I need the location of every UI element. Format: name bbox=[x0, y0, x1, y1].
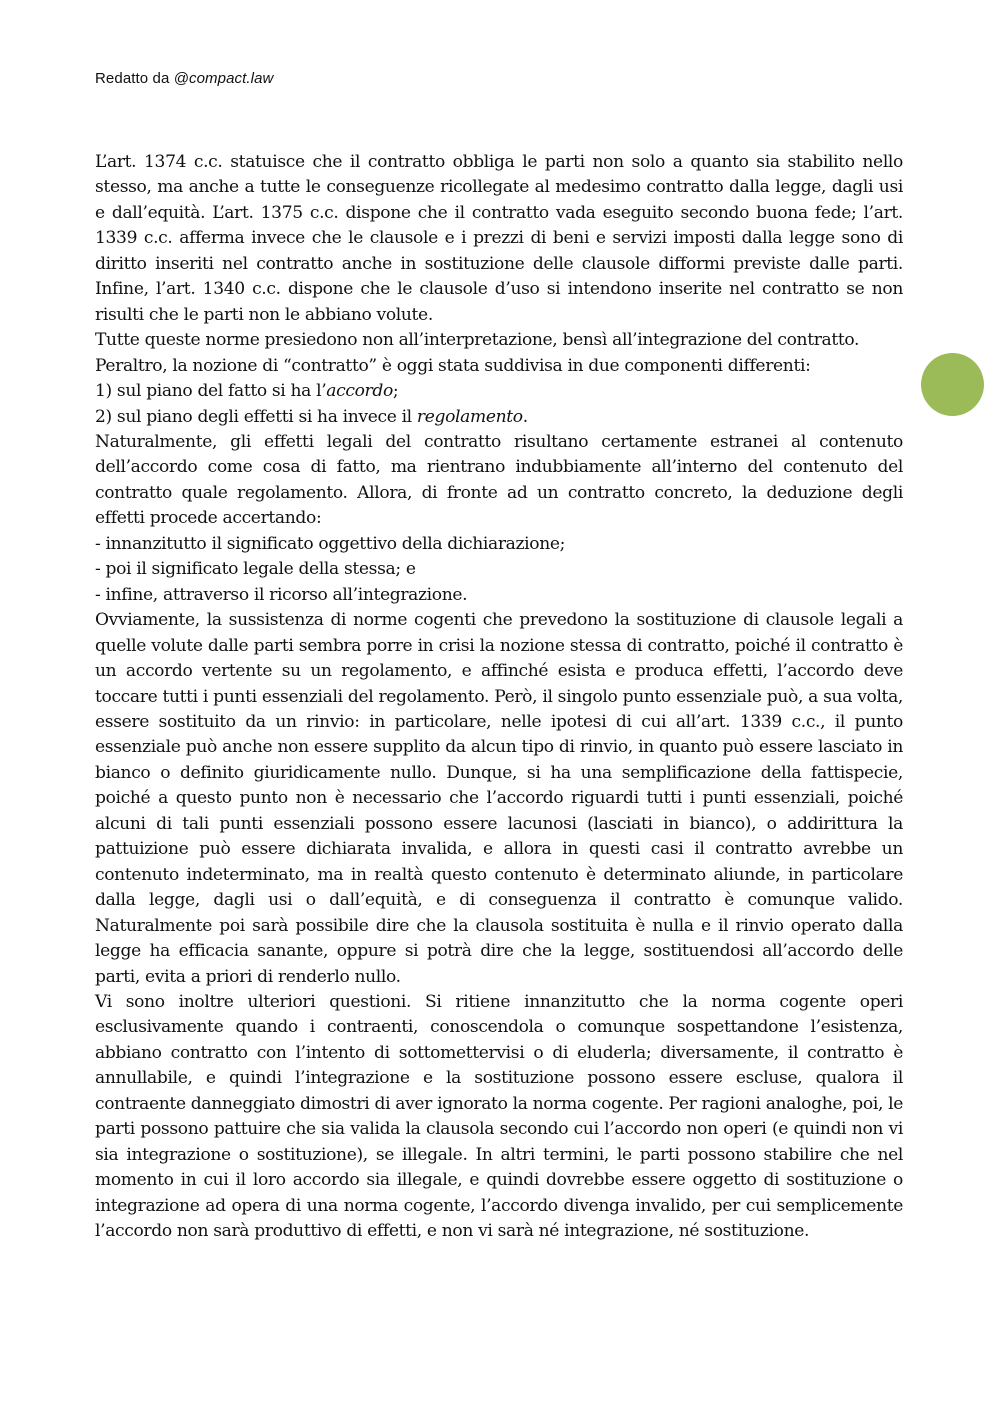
paragraph-legal-effects: Naturalmente, gli effetti legali del contratto risultano certamente estranei al contenuto dell’accordo come cosa di fatto, ma rientrano indubbiamente all’interno del contenuto del contratto quale regolamento. Allora, di fronte ad un contratto concreto, la deduzione degli effetti procede accertando: bbox=[95, 431, 903, 529]
bullet-objective-meaning: - innanzitutto il significato oggettivo della dichiarazione; bbox=[95, 533, 566, 554]
term-accordo: accordo bbox=[326, 381, 393, 402]
header-handle: @compact.law bbox=[173, 70, 274, 87]
header-prefix: Redatto da bbox=[95, 70, 174, 87]
paragraph-mandatory-norms: Ovviamente, la sussistenza di norme cogenti che prevedono la sostituzione di clausole legali a quelle volute dalle parti sembra porre in crisi la nozione stessa di contratto, poiché il contratto è un accordo vertente su un regolamento, e affinché esista e produca effetti, l’accordo deve toccare tutti i punti essenziali del regolamento. Però, il singolo punto essenziale può, a sua volta, essere sostituito da un rinvio: in particolare, nelle ipotesi di cui all’art. 1339 c.c., il punto essenziale può anche non essere supplito da alcun tipo di rinvio, in quanto può essere lasciato in bianco o definito giuridicamente nullo. Dunque, si ha una semplificazione della fattispecie, poiché a questo punto non è necessario che l’accordo riguardi tutti i punti essenziali, poiché alcuni di tali punti essenziali possono essere lacunosi (lasciati in bianco), o addirittura la pattuizione può essere dichiarata invalida, e allora in questi casi il contratto avrebbe un contenuto indeterminato, ma in realtà questo contenuto è determinato aliunde, in particolare dalla legge, dagli usi o dall’equità, e di conseguenza il contratto è comunque valido. Naturalmente poi sarà possibile dire che la clausola sostituita è nulla e il rinvio operato dalla legge ha efficacia sanante, oppure si potrà dire che la legge, sostituendosi all’accordo delle parti, evita a priori di renderlo nullo. bbox=[95, 610, 903, 987]
bullet-integration: - infine, attraverso il ricorso all’integrazione. bbox=[95, 584, 468, 605]
list-item-accordo-prefix: 1) sul piano del fatto si ha l’ bbox=[95, 381, 327, 402]
green-circle-decoration bbox=[921, 353, 984, 416]
paragraph-articles: L’art. 1374 c.c. statuisce che il contratto obbliga le parti non solo a quanto sia stabilito nello stesso, ma anche a tutte le conseguenze ricollegate al medesimo contratto dalla legge, dagli usi e dall’equità. L’art. 1375 c.c. dispone che il contratto vada eseguito secondo buona fede; l’art. 1339 c.c. afferma invece che le clausole e i prezzi di beni e servizi imposti dalla legge sono di diritto inseriti nel contratto anche in sostituzione delle clausole difformi previste dalle parti. Infine, l’art. 1340 c.c. dispone che le clausole d’uso si intendono inserite nel contratto se non risulti che le parti non le abbiano volute. bbox=[95, 152, 903, 325]
page-header bbox=[95, 70, 273, 87]
paragraph-integration: Tutte queste norme presiedono non all’interpretazione, bensì all’integrazione del contratto. bbox=[95, 330, 860, 351]
list-item-regolamento bbox=[95, 405, 903, 430]
paragraph-contract-notion: Peraltro, la nozione di “contratto” è oggi stata suddivisa in due componenti differenti: bbox=[95, 355, 811, 376]
term-regolamento: regolamento bbox=[416, 406, 523, 427]
list-item-regolamento-prefix: 2) sul piano degli effetti si ha invece il bbox=[95, 406, 417, 427]
list-item-regolamento-suffix: . bbox=[522, 406, 528, 427]
paragraph-further-questions: Vi sono inoltre ulteriori questioni. Si ritiene innanzitutto che la norma cogente operi esclusivamente quando i contraenti, conoscendola o comunque sospettandone l’esistenza, abbiano contratto con l’intento di sottomettervisi o di eluderla; diversamente, il contratto è annullabile, e quindi l’integrazione e la sostituzione possono essere escluse, qualora il contraente danneggiato dimostri di aver ignorato la norma cogente. Per ragioni analoghe, poi, le parti possono pattuire che sia valida la clausola secondo cui l’accordo non operi (e quindi non vi sia integrazione o sostituzione), se illegale. In altri termini, le parti possono stabilire che nel momento in cui il loro accordo sia illegale, e quindi dovrebbe essere oggetto di sostituzione o integrazione ad opera di una norma cogente, l’accordo divenga invalido, per cui semplicemente l’accordo non sarà produttivo di effetti, e non vi sarà né integrazione, né sostituzione. bbox=[95, 991, 904, 1242]
document-body bbox=[95, 150, 903, 1244]
bullet-legal-meaning: - poi il significato legale della stessa; e bbox=[95, 559, 416, 580]
list-item-accordo bbox=[95, 379, 903, 404]
list-item-accordo-suffix: ; bbox=[392, 381, 399, 402]
